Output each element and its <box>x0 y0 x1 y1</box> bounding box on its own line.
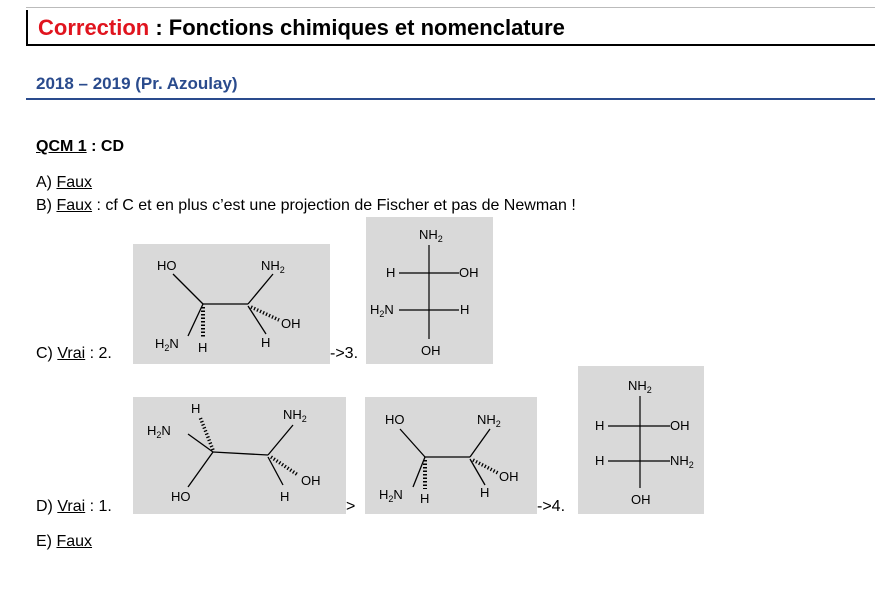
fischer4-oh-bottom: OH <box>631 492 651 507</box>
molecule-2-drawing <box>133 244 330 364</box>
answer-b-letter: B) <box>36 197 57 214</box>
molecule-1-panel <box>133 397 346 514</box>
answer-a <box>36 174 92 192</box>
title-correction: Correction <box>38 15 150 40</box>
answer-a-verdict: Faux <box>56 174 93 191</box>
fischer3-oh-bottom: OH <box>421 343 441 358</box>
answer-d-text: : 1. <box>85 498 112 515</box>
answer-d-letter: D) <box>36 498 58 515</box>
mol1-oh: OH <box>301 473 321 488</box>
mol1-ho: HO <box>171 489 191 504</box>
mol1-h-top: H <box>191 401 201 416</box>
mol1-h2n: $H_2N$ <box>147 423 171 440</box>
fischer4-h-top: H <box>595 418 605 433</box>
fischer4-oh: OH <box>670 418 690 433</box>
fischer3-h2n: $H_2N$ <box>370 302 394 319</box>
year-rule <box>26 98 875 100</box>
year-heading: 2018 – 2019 (Pr. Azoulay) <box>36 74 238 93</box>
answer-c-letter: C) <box>36 345 58 362</box>
answer-a-letter: A) <box>36 174 57 191</box>
mol2b-h2n: $H_2N$ <box>379 487 403 504</box>
answer-c-text: : 2. <box>85 345 112 362</box>
qcm-heading <box>36 138 124 156</box>
qcm-answer: : CD <box>86 138 124 155</box>
mol2b-ho: HO <box>385 412 405 427</box>
mol1-nh2: $NH_2$ <box>283 407 307 424</box>
title-box <box>26 10 875 46</box>
qcm-label: QCM 1 <box>36 138 87 155</box>
answer-e-verdict: Faux <box>56 533 93 550</box>
answer-d-verdict: Vrai <box>57 498 86 515</box>
mol1-h-bottom: H <box>280 489 290 504</box>
label-oh: OH <box>281 316 301 331</box>
molecule-3-panel <box>366 217 493 364</box>
fischer4-nh2: $NH_2$ <box>628 378 652 395</box>
mol2b-h-2: H <box>480 485 490 500</box>
label-h2n: $H_2N$ <box>155 336 179 353</box>
molecule-1-drawing <box>133 397 346 514</box>
fischer3-h-top: H <box>386 265 396 280</box>
top-rule <box>26 7 875 8</box>
label-nh2: $NH_2$ <box>261 258 285 275</box>
label-ho: HO <box>157 258 177 273</box>
molecule-2-panel <box>133 244 330 364</box>
page-title <box>38 15 565 41</box>
answer-d <box>36 498 112 516</box>
mol2b-nh2: $NH_2$ <box>477 412 501 429</box>
fischer3-oh: OH <box>459 265 479 280</box>
fischer4-nh2-right: $NH_2$ <box>670 453 694 470</box>
molecule-4-drawing <box>578 366 704 514</box>
mol2b-oh: OH <box>499 469 519 484</box>
molecule-3-drawing <box>366 217 493 364</box>
answer-b <box>36 197 576 215</box>
fischer3-nh2: $NH_2$ <box>419 227 443 244</box>
fischer3-h-bottom: H <box>460 302 470 317</box>
answer-d-arrow-1: > <box>346 498 356 515</box>
molecule-4-panel <box>578 366 704 514</box>
answer-d-arrow-2: ->4. <box>537 498 566 515</box>
label-h-2: H <box>261 335 271 350</box>
fischer4-h-bottom: H <box>595 453 605 468</box>
label-h-1: H <box>198 340 208 355</box>
answer-b-text: : cf C et en plus c’est une projection de Fischer et pas de Newman ! <box>92 197 576 214</box>
answer-e-letter: E) <box>36 533 57 550</box>
title-rest: : Fonctions chimiques et nomenclature <box>149 15 565 40</box>
molecule-2b-drawing <box>365 397 537 514</box>
answer-c-verdict: Vrai <box>57 345 86 362</box>
answer-e <box>36 533 92 551</box>
answer-b-verdict: Faux <box>56 197 93 214</box>
answer-c-arrow: ->3. <box>330 345 359 362</box>
mol2b-h-1: H <box>420 491 430 506</box>
molecule-2b-panel <box>365 397 537 514</box>
answer-c <box>36 345 112 363</box>
